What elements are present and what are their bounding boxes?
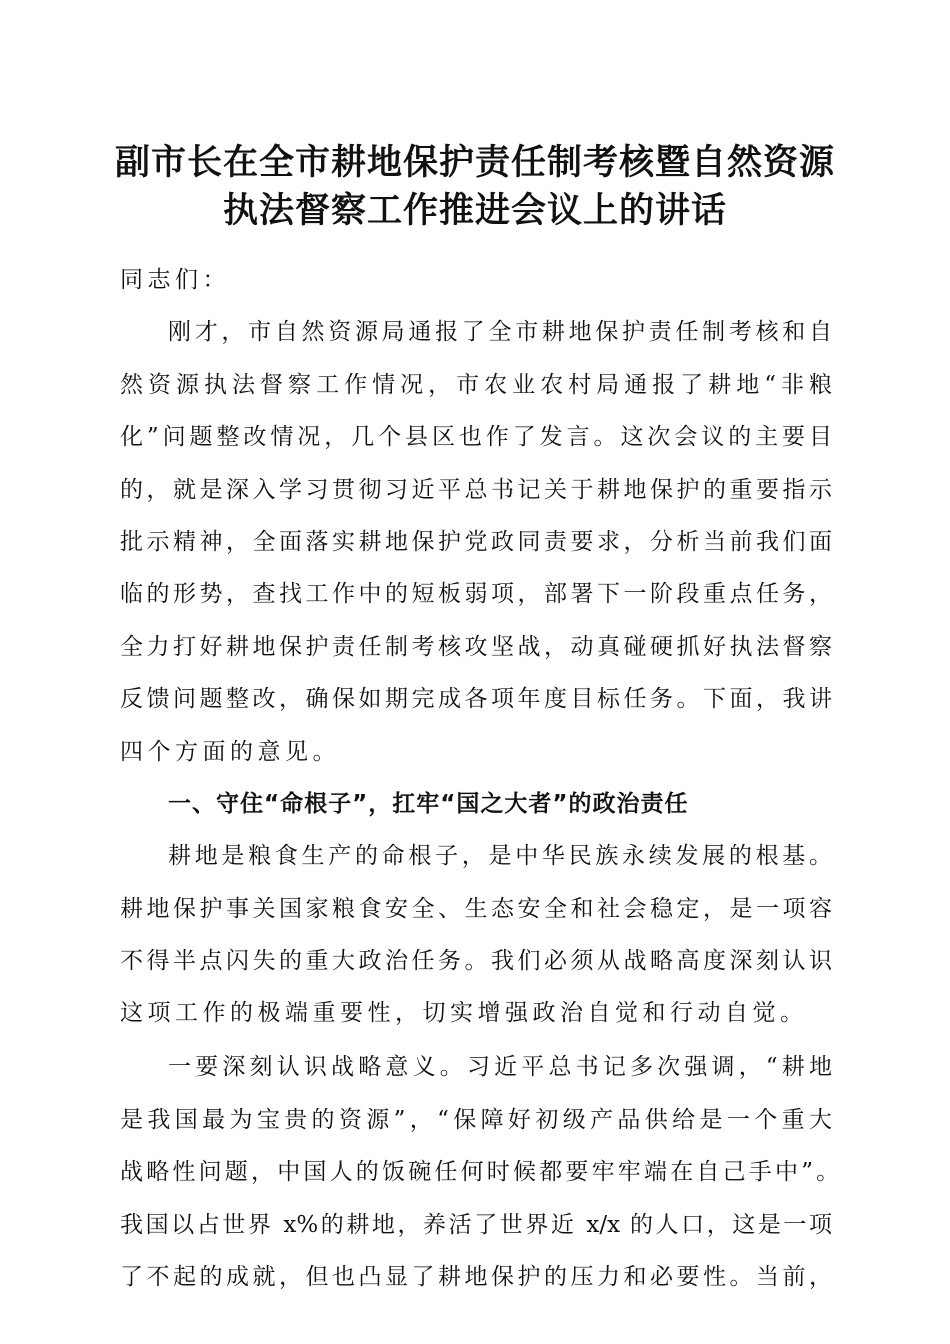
paragraph-line: 了不起的成就，但也凸显了耕地保护的压力和必要性。当前， [120, 1264, 832, 1291]
paragraph-line: 批示精神，全面落实耕地保护党政同责要求，分析当前我们面 [120, 528, 832, 555]
paragraph-line: 反馈问题整改，确保如期完成各项年度目标任务。下面，我讲 [120, 686, 832, 713]
paragraph-line: 一要深刻认识战略意义。习近平总书记多次强调，“耕地 [168, 1053, 832, 1080]
paragraph-line: 这项工作的极端重要性，切实增强政治自觉和行动自觉。 [120, 1000, 808, 1027]
paragraph-line: 不得半点闪失的重大政治任务。我们必须从战略高度深刻认识 [120, 948, 832, 975]
document-body [120, 254, 843, 1303]
paragraph-line: 然资源执法督察工作情况，市农业农村局通报了耕地“非粮 [120, 371, 832, 398]
paragraph-line: 临的形势，查找工作中的短板弱项，部署下一阶段重点任务， [120, 581, 832, 608]
document-title-line-1: 副市长在全市耕地保护责任制考核暨自然资源 [114, 142, 835, 183]
section-heading: 一、守住“命根子”，扛牢“国之大者”的政治责任 [168, 790, 689, 817]
paragraph-line: 四个方面的意见。 [120, 738, 340, 765]
paragraph-line: 耕地保护事关国家粮食安全、生态安全和社会稳定，是一项容 [120, 895, 832, 922]
paragraph-line: 刚才，市自然资源局通报了全市耕地保护责任制考核和自 [168, 319, 832, 346]
document-title-line-2: 执法督察工作推进会议上的讲话 [222, 190, 727, 231]
salutation: 同志们： [120, 267, 230, 293]
paragraph-line: 我国以占世界 x%的耕地，养活了世界近 x/x 的人口，这是一项 [120, 1211, 832, 1238]
paragraph-line: 耕地是粮食生产的命根子，是中华民族永续发展的根基。 [168, 843, 832, 870]
paragraph-line: 是我国最为宝贵的资源”，“保障好初级产品供给是一个重大 [120, 1106, 832, 1133]
paragraph-line: 的，就是深入学习贯彻习近平总书记关于耕地保护的重要指示 [120, 476, 832, 503]
paragraph-line: 战略性问题，中国人的饭碗任何时候都要牢牢端在自己手中”。 [120, 1159, 843, 1186]
paragraph-line: 全力打好耕地保护责任制考核攻坚战，动真碰硬抓好执法督察 [120, 633, 832, 660]
paragraph-line: 化”问题整改情况，几个县区也作了发言。这次会议的主要目 [120, 424, 832, 451]
